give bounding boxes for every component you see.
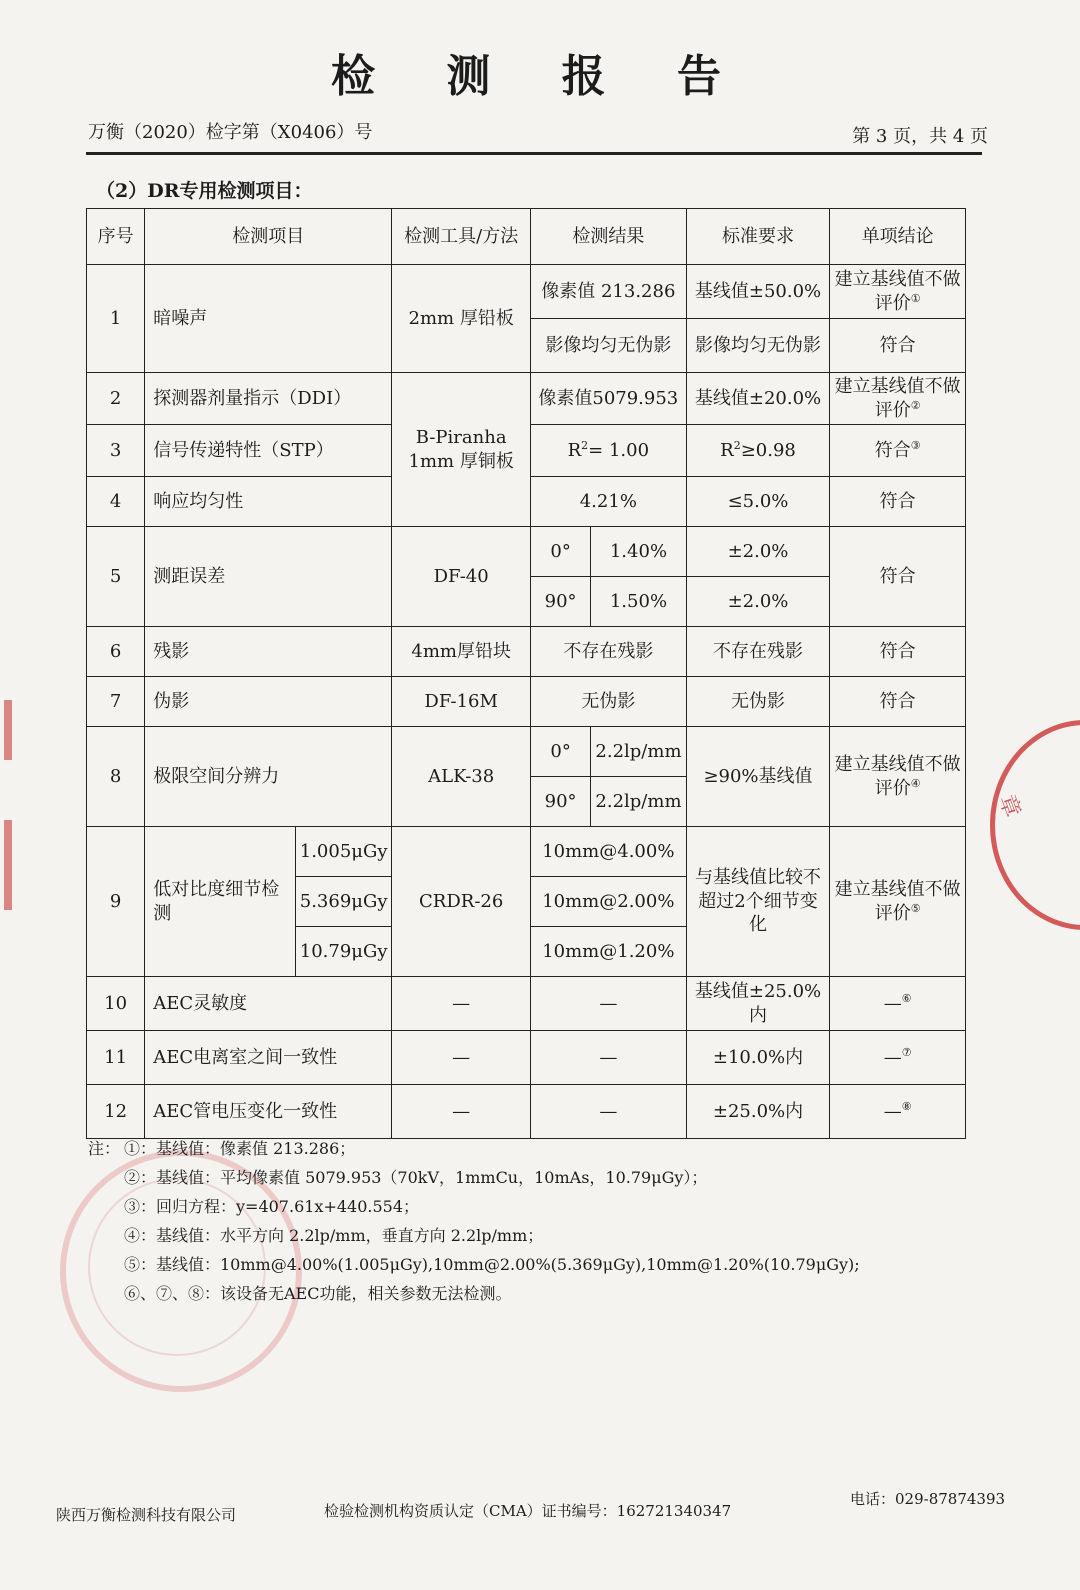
standard: ≤5.0% (686, 477, 830, 527)
row-number: 7 (87, 677, 145, 727)
test-tool: — (392, 1031, 531, 1085)
angle-label: 0° (530, 727, 590, 777)
test-result: 不存在残影 (530, 627, 686, 677)
standard: 基线值±50.0% (686, 265, 830, 319)
footer-phone: 电话：029-87874393 (850, 1490, 1006, 1508)
note-item: ④：基线值：水平方向 2.2lp/mm，垂直方向 2.2lp/mm； (124, 1226, 544, 1245)
test-item: 响应均匀性 (145, 477, 392, 527)
standard: ±25.0%内 (686, 1085, 830, 1139)
row-number: 12 (87, 1085, 145, 1139)
table-row (87, 1085, 966, 1139)
header-cell: 检测项目 (145, 209, 392, 265)
conclusion: —⑦ (830, 1031, 966, 1085)
header-cell: 检测结果 (530, 209, 686, 265)
test-result: 10mm@2.00% (530, 877, 686, 927)
header-cell: 标准要求 (686, 209, 830, 265)
note-item: ⑤：基线值：10mm@4.00%(1.005μGy),10mm@2.00%(5.369μGy),10mm@1.20%(10.79μGy); (124, 1255, 860, 1274)
table-row (87, 827, 966, 877)
test-tool: ALK-38 (392, 727, 531, 827)
test-item: AEC管电压变化一致性 (145, 1085, 392, 1139)
row-number: 11 (87, 1031, 145, 1085)
test-result: 10mm@4.00% (530, 827, 686, 877)
test-tool: 2mm 厚铅板 (392, 265, 531, 373)
conclusion: —⑥ (830, 977, 966, 1031)
conclusion: 建立基线值不做评价② (830, 373, 966, 425)
test-tool: B-Piranha 1mm 厚铜板 (392, 373, 531, 527)
test-item: 伪影 (145, 677, 392, 727)
test-item: 信号传递特性（STP） (145, 425, 392, 477)
test-item: 残影 (145, 627, 392, 677)
test-item: 低对比度细节检测 (145, 827, 296, 977)
standard: 无伪影 (686, 677, 830, 727)
footer-company: 陕西万衡检测科技有限公司 (56, 1506, 237, 1524)
page-indicator: 第 3 页，共 4 页 (852, 126, 988, 147)
row-number: 8 (87, 727, 145, 827)
test-result: 1.40% (591, 527, 686, 577)
row-number: 1 (87, 265, 145, 373)
dose-label: 1.005μGy (295, 827, 391, 877)
table-header-row (87, 209, 966, 265)
test-item: AEC电离室之间一致性 (145, 1031, 392, 1085)
table-row (87, 677, 966, 727)
conclusion: 符合 (830, 477, 966, 527)
standard: 影像均匀无伪影 (686, 319, 830, 373)
test-result: 1.50% (591, 577, 686, 627)
conclusion: —⑧ (830, 1085, 966, 1139)
table-row (87, 373, 966, 425)
page-title: 检 测 报 告 (331, 51, 749, 102)
table-row (87, 727, 966, 777)
test-result: 无伪影 (530, 677, 686, 727)
test-result: $R^2= 1.00$ (530, 425, 686, 477)
test-tool: CRDR-26 (392, 827, 531, 977)
note-item: ③：回归方程：y=407.61x+440.554； (124, 1197, 420, 1216)
header-cell: 序号 (87, 209, 145, 265)
test-tool: 4mm厚铅块 (392, 627, 531, 677)
standard: ±10.0%内 (686, 1031, 830, 1085)
conclusion: 符合 (830, 319, 966, 373)
standard: ±2.0% (686, 577, 830, 627)
test-item: AEC灵敏度 (145, 977, 392, 1031)
standard: ≥90%基线值 (686, 727, 830, 827)
conclusion: 符合 (830, 627, 966, 677)
row-number: 2 (87, 373, 145, 425)
test-tool: — (392, 977, 531, 1031)
conclusion: 建立基线值不做评价④ (830, 727, 966, 827)
notes-section (88, 1134, 860, 1308)
row-number: 9 (87, 827, 145, 977)
test-item: 测距误差 (145, 527, 392, 627)
standard: 基线值±25.0%内 (686, 977, 830, 1031)
test-tool: — (392, 1085, 531, 1139)
conclusion: 符合③ (830, 425, 966, 477)
section-title: （2）DR专用检测项目： (96, 180, 313, 202)
test-result: 像素值5079.953 (530, 373, 686, 425)
standard: 与基线值比较不超过2个细节变化 (686, 827, 830, 977)
test-tool: DF-40 (392, 527, 531, 627)
standard: 基线值±20.0% (686, 373, 830, 425)
table-row (87, 1031, 966, 1085)
angle-label: 90° (530, 577, 590, 627)
note-item: ②：基线值：平均像素值 5079.953（70kV，1mmCu，10mAs，10.79μGy）； (124, 1168, 708, 1187)
dose-label: 5.369μGy (295, 877, 391, 927)
test-item: 探测器剂量指示（DDI） (145, 373, 392, 425)
test-result: 2.2lp/mm (591, 777, 686, 827)
table-row (87, 627, 966, 677)
test-tool: DF-16M (392, 677, 531, 727)
test-result: — (530, 1085, 686, 1139)
test-result: 4.21% (530, 477, 686, 527)
standard: ±2.0% (686, 527, 830, 577)
header-rule (86, 152, 982, 155)
row-number: 4 (87, 477, 145, 527)
standard: 不存在残影 (686, 627, 830, 677)
test-result: 2.2lp/mm (591, 727, 686, 777)
header-cell: 单项结论 (830, 209, 966, 265)
conclusion: 符合 (830, 527, 966, 627)
table-row (87, 527, 966, 577)
row-number: 5 (87, 527, 145, 627)
test-results-table (86, 208, 966, 1139)
table-row (87, 265, 966, 319)
test-item: 暗噪声 (145, 265, 392, 373)
seal-stamp-text: 章 (993, 791, 1025, 821)
edge-stamp-mark (4, 820, 12, 910)
test-result: — (530, 977, 686, 1031)
table-row (87, 977, 966, 1031)
conclusion: 建立基线值不做评价⑤ (830, 827, 966, 977)
conclusion: 建立基线值不做评价① (830, 265, 966, 319)
test-result: 像素值 213.286 (530, 265, 686, 319)
dose-label: 10.79μGy (295, 927, 391, 977)
report-number: 万衡（2020）检字第（X0406）号 (88, 122, 373, 143)
test-result: 影像均匀无伪影 (530, 319, 686, 373)
row-number: 6 (87, 627, 145, 677)
edge-stamp-mark (4, 700, 12, 760)
test-item: 极限空间分辨力 (145, 727, 392, 827)
row-number: 10 (87, 977, 145, 1031)
header-cell: 检测工具/方法 (392, 209, 531, 265)
footer-certificate: 检验检测机构资质认定（CMA）证书编号：162721340347 (324, 1502, 732, 1520)
seal-stamp-right (990, 720, 1080, 930)
test-result: 10mm@1.20% (530, 927, 686, 977)
notes-lead: 注： (88, 1139, 121, 1158)
angle-label: 90° (530, 777, 590, 827)
note-item: ⑥、⑦、⑧：该设备无AEC功能，相关参数无法检测。 (124, 1284, 512, 1303)
standard: $R^2\ge 0.98$ (686, 425, 830, 477)
test-result: — (530, 1031, 686, 1085)
angle-label: 0° (530, 527, 590, 577)
note-item: 注： ①：基线值：像素值 213.286； (88, 1134, 860, 1163)
conclusion: 符合 (830, 677, 966, 727)
row-number: 3 (87, 425, 145, 477)
